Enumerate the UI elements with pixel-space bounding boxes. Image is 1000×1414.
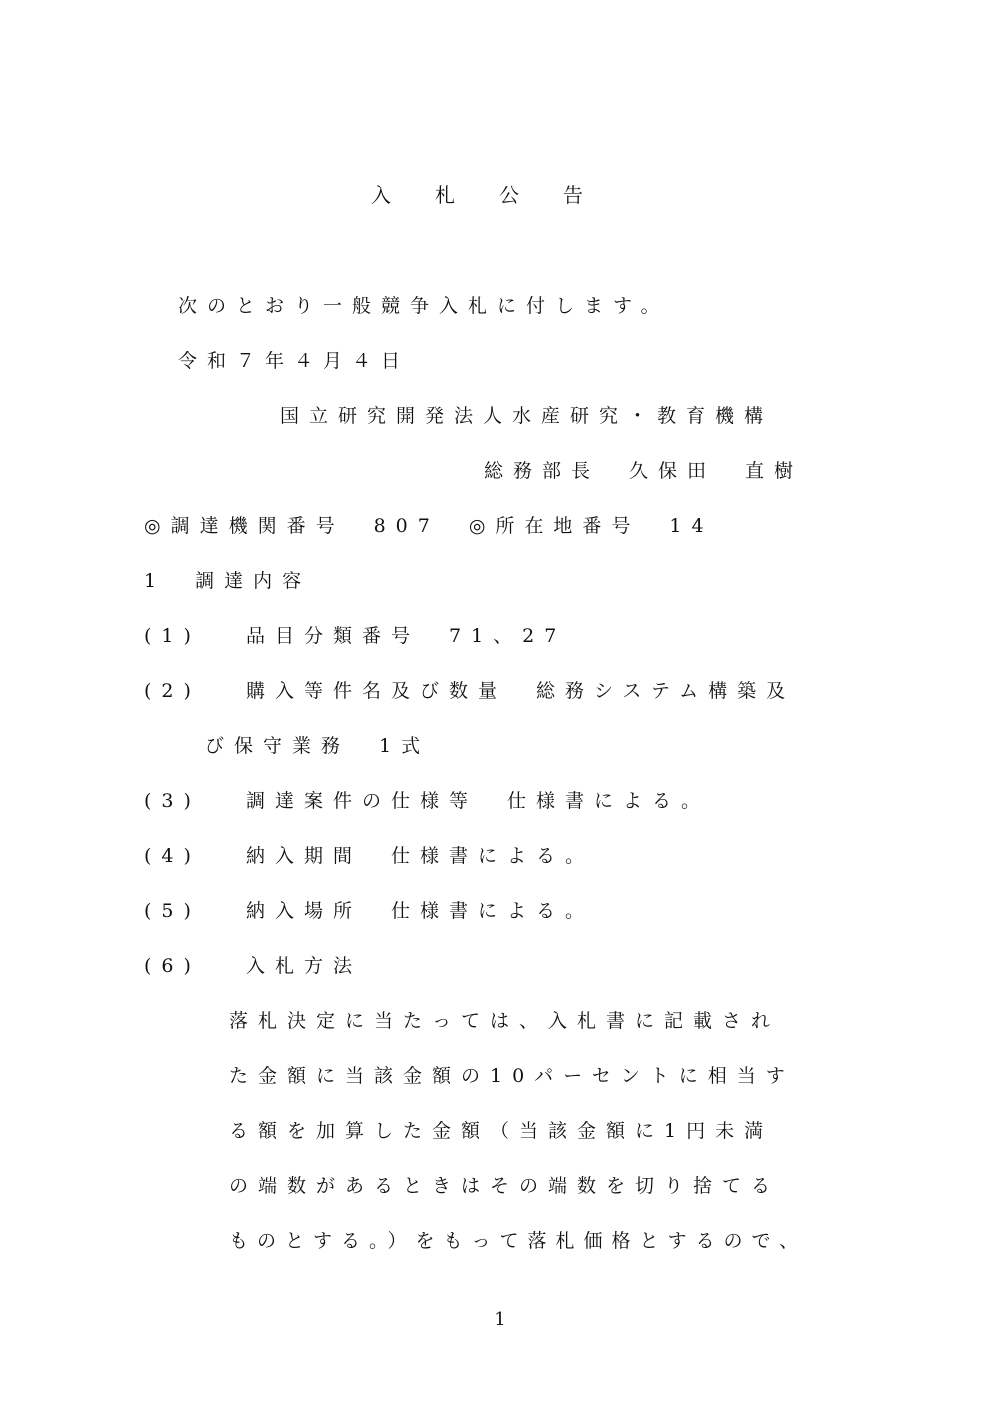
item-text: 納入期間 仕様書による。 bbox=[246, 845, 595, 867]
item-text: 調達案件の仕様等 仕様書による。 bbox=[246, 790, 711, 812]
organization-name: 国立研究開発法人水産研究・教育機構 bbox=[280, 405, 774, 427]
paragraph-line: ものとする。）をもって落札価格とするので、 bbox=[229, 1230, 808, 1252]
item-number: (5) bbox=[144, 900, 201, 922]
official-name: 総務部長 久保田 直樹 bbox=[484, 460, 804, 482]
paragraph-line: た金額に当該金額の10パーセントに相当す bbox=[229, 1065, 795, 1087]
announcement-date: 令和７年４月４日 bbox=[178, 350, 411, 372]
item-number: (1) bbox=[144, 625, 201, 647]
section-heading: 1 調達内容 bbox=[144, 570, 312, 592]
item-text: 品目分類番号 71、27 bbox=[246, 625, 567, 647]
item-number: (4) bbox=[144, 845, 201, 867]
item-text: 購入等件名及び数量 総務システム構築及 bbox=[246, 680, 796, 702]
item-number: (2) bbox=[144, 680, 201, 702]
paragraph-line: 落札決定に当たっては、入札書に記載され bbox=[229, 1010, 781, 1032]
paragraph-line: る額を加算した金額（当該金額に1円未満 bbox=[229, 1120, 774, 1142]
item-text: び保守業務 1式 bbox=[205, 735, 431, 757]
page-number: 1 bbox=[494, 1309, 506, 1330]
procurement-codes: ◎調達機関番号 807 ◎所在地番号 14 bbox=[144, 515, 714, 537]
document-title: 入札公告 bbox=[371, 183, 627, 207]
item-text: 入札方法 bbox=[246, 955, 363, 977]
paragraph-line: の端数があるときはその端数を切り捨てる bbox=[229, 1175, 781, 1197]
item-text: 納入場所 仕様書による。 bbox=[246, 900, 595, 922]
item-number: (3) bbox=[144, 790, 201, 812]
item-number: (6) bbox=[144, 955, 201, 977]
intro-text: 次のとおり一般競争入札に付します。 bbox=[178, 295, 670, 317]
